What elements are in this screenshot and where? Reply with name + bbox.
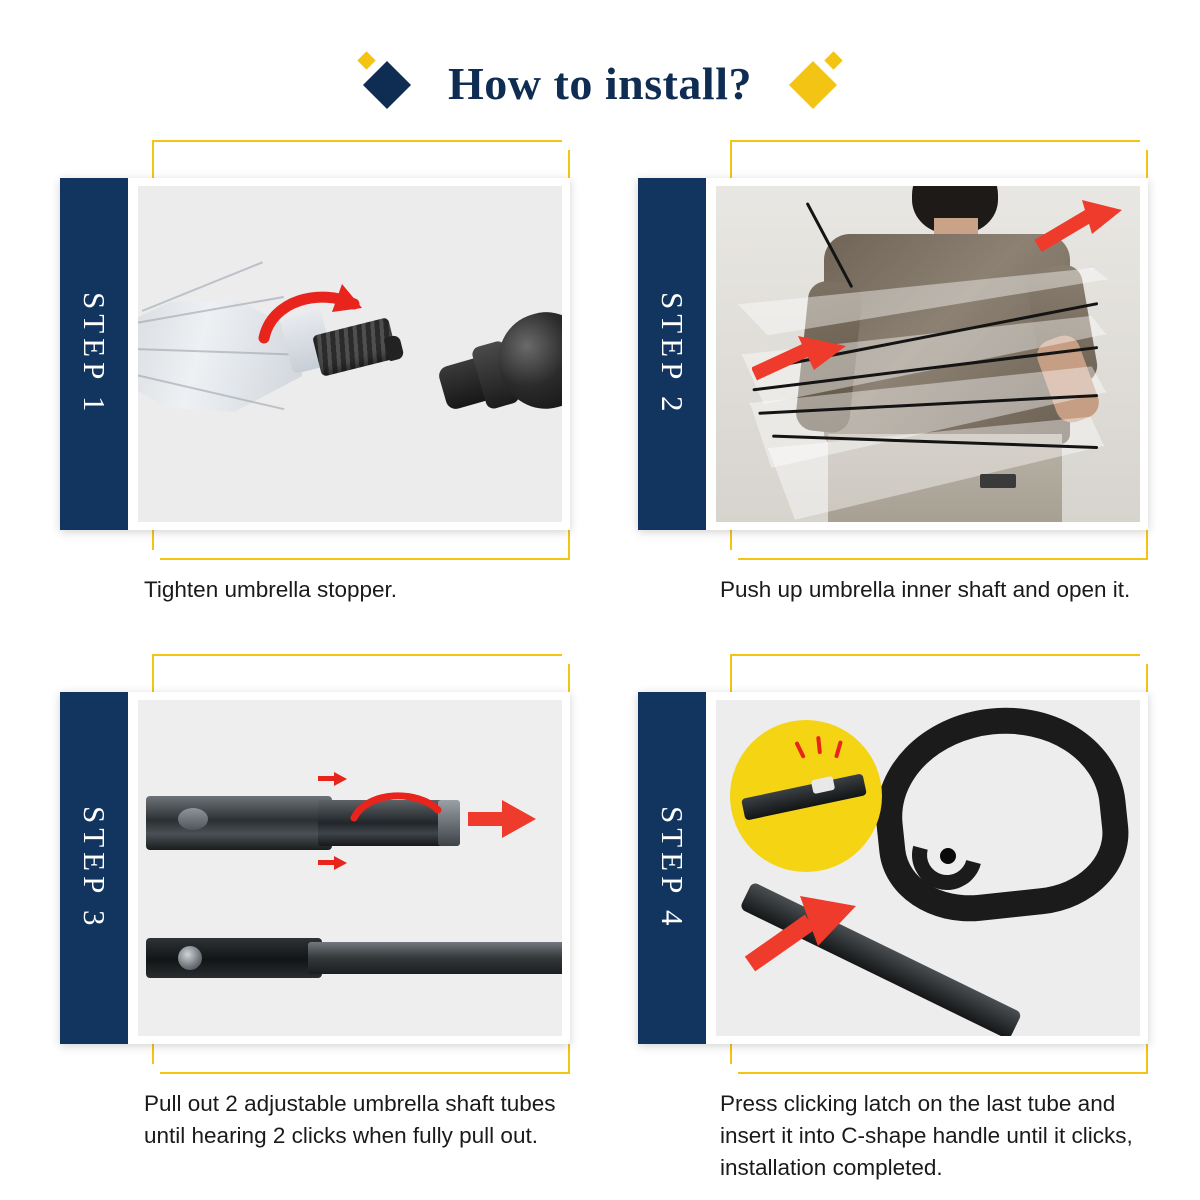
small-diamond-icon	[824, 51, 842, 69]
c-shape-handle	[866, 700, 1137, 930]
push-up-arrow-icon	[1034, 200, 1124, 252]
steps-row-2	[52, 654, 1148, 1184]
step-3-tab	[60, 692, 128, 1044]
step-3-caption: Pull out 2 adjustable umbrella shaft tubes until hearing 2 clicks when fully pull out.	[144, 1090, 556, 1148]
page-title-row	[0, 52, 1200, 114]
step-3-illustration	[138, 700, 562, 1036]
clear-umbrella-graphic	[728, 242, 1140, 522]
step-4-illustration	[716, 700, 1140, 1036]
pull-arrow-tail	[468, 812, 502, 826]
shaft-tube-outer-upper	[146, 796, 332, 850]
diamond-ornament-right-icon	[778, 52, 840, 114]
click-spark-icon	[794, 741, 805, 759]
small-diamond-icon	[357, 51, 375, 69]
steps-row-1	[52, 140, 1148, 606]
latch-hole	[940, 848, 956, 864]
shaft-tube-inner-lower	[308, 942, 562, 974]
step-1-caption: Tighten umbrella stopper.	[144, 577, 398, 602]
step-card-1	[52, 140, 570, 606]
step-3-frame	[52, 654, 570, 1074]
umbrella-label-tag	[980, 474, 1016, 488]
shaft-tube-outer-lower	[146, 938, 322, 978]
step-4-panel	[638, 692, 1148, 1044]
step-2-panel	[638, 178, 1148, 530]
step-4-caption: Press clicking latch on the last tube and insert it into C-shape handle until it clicks, installation completed.	[720, 1090, 1133, 1180]
step-3-tab-label: STEP 3	[77, 805, 112, 931]
step-card-2	[630, 140, 1148, 606]
step-4-tab-label: STEP 4	[655, 805, 690, 931]
step-2-caption: Push up umbrella inner shaft and open it.	[720, 577, 1131, 602]
shaft-screw-head	[178, 946, 202, 970]
step-4-tab	[638, 692, 706, 1044]
steps-grid	[52, 140, 1148, 1184]
large-diamond-icon	[789, 61, 837, 109]
rotation-arrow-icon	[258, 282, 368, 352]
small-arrow-tail	[318, 860, 334, 865]
step-2-illustration	[716, 186, 1140, 522]
large-diamond-icon	[363, 61, 411, 109]
small-arrow-tail	[318, 776, 334, 781]
tube-release-button	[178, 808, 208, 830]
step-card-3	[52, 654, 570, 1184]
rotation-arc-icon	[348, 784, 444, 828]
click-spark-icon	[834, 740, 843, 758]
step-4-frame	[630, 654, 1148, 1074]
small-arrow-head-icon	[334, 772, 347, 786]
step-1-frame	[52, 140, 570, 560]
step-1-tab	[60, 178, 128, 530]
step-2-tab-label: STEP 2	[655, 291, 690, 417]
diamond-ornament-left-icon	[360, 52, 422, 114]
push-direction-arrow-icon	[752, 334, 848, 382]
step-card-4	[630, 654, 1148, 1184]
click-spark-icon	[816, 736, 822, 754]
step-2-frame	[630, 140, 1148, 560]
insert-arrow-icon	[744, 888, 860, 974]
page-title: How to install?	[448, 57, 752, 109]
step-1-illustration	[138, 186, 562, 522]
step-3-panel	[60, 692, 570, 1044]
row-spacer	[52, 606, 1148, 632]
step-2-tab	[638, 178, 706, 530]
black-ball-stopper	[425, 295, 562, 444]
pull-arrow-head-icon	[502, 800, 536, 838]
small-arrow-head-icon	[334, 856, 347, 870]
step-1-tab-label: STEP 1	[77, 291, 112, 417]
step-1-panel	[60, 178, 570, 530]
